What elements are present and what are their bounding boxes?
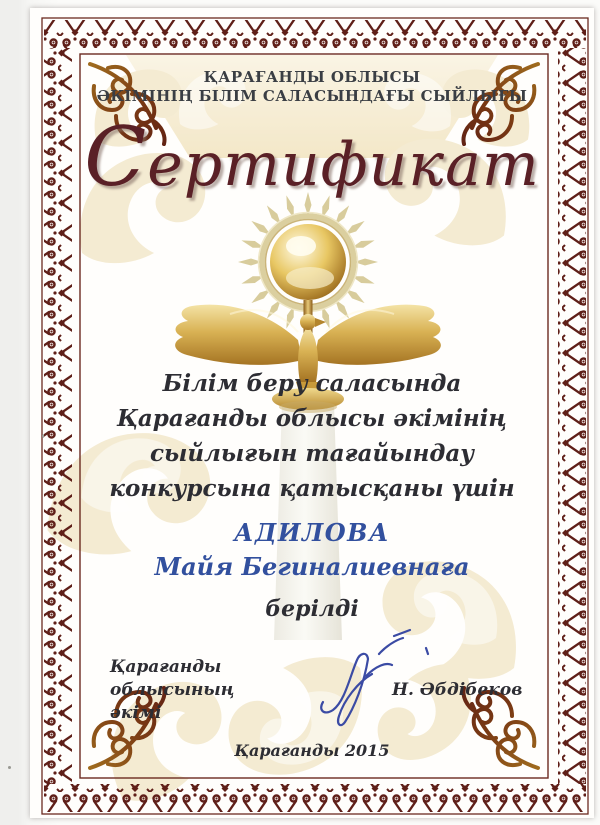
signer-role <box>110 656 350 725</box>
certificate-title: Сертификат <box>84 111 540 205</box>
signer-role-line2: әкімі <box>110 703 162 723</box>
body-line: Қарағанды облысы әкімінің <box>117 405 507 432</box>
body-line: сыйлығын тағайындау <box>149 440 475 467</box>
certificate-paper <box>30 8 594 818</box>
issuer-heading <box>30 68 594 106</box>
scan-speck <box>8 766 11 769</box>
award-body-text <box>30 366 594 506</box>
signer-name: Н. Әбдібеков <box>392 680 523 700</box>
body-line: Білім беру саласында <box>162 370 462 397</box>
issuer-line2: ӘКІМІНІҢ БІЛІМ САЛАСЫНДАҒЫ СЫЙЛЫҒЫ <box>96 87 528 105</box>
recipient-surname: АДИЛОВА <box>233 518 391 547</box>
issuer-line1: ҚАРАҒАНДЫ ОБЛЫСЫ <box>203 68 421 86</box>
place-and-year: Қарағанды 2015 <box>234 741 390 760</box>
body-line: конкурсына қатысқаны үшін <box>109 475 515 502</box>
issued-word: берілді <box>265 596 359 622</box>
scan-speck <box>42 434 44 438</box>
recipient-name: Майя Бегиналиевнаға <box>154 552 470 581</box>
signer-role-line1: Қарағанды облысының <box>110 657 235 700</box>
